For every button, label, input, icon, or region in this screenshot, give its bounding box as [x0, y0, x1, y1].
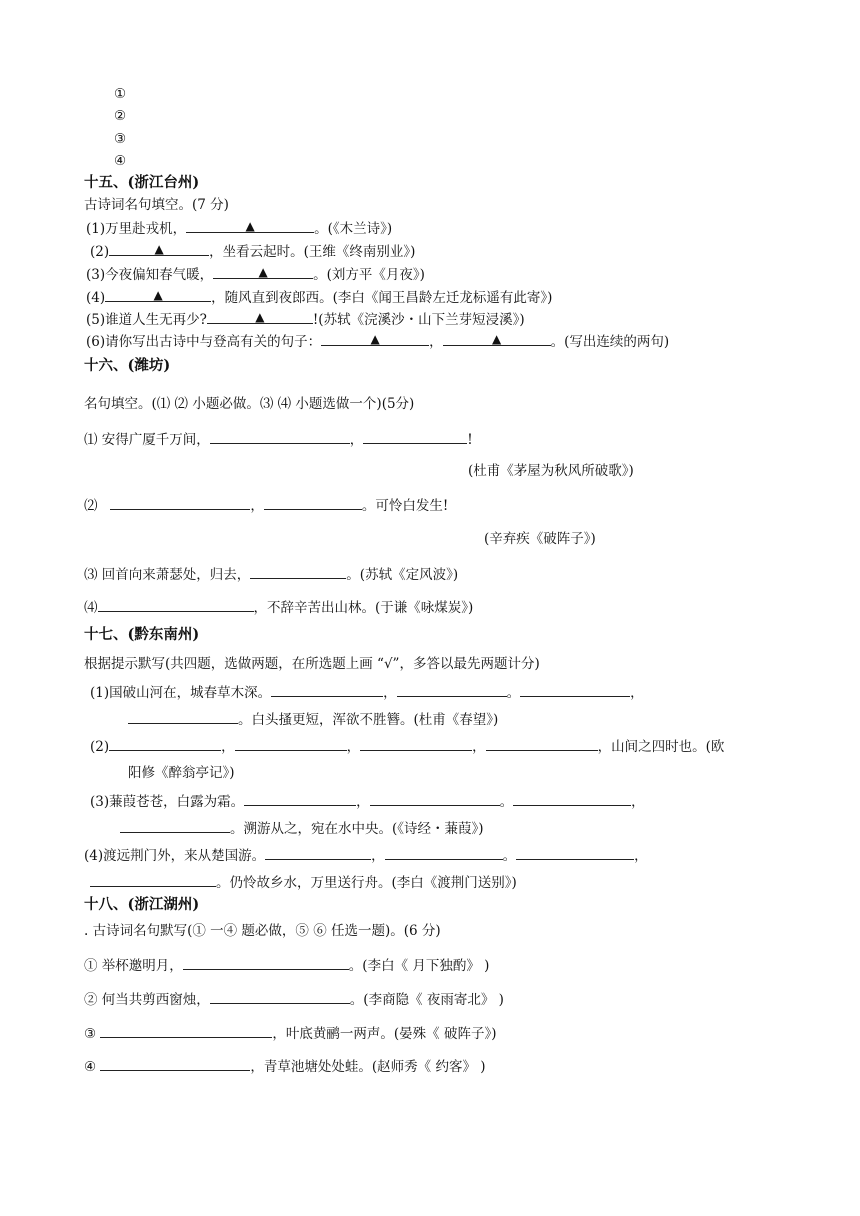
s15-q2: (2) ▲ ，坐看云起时。(王维《终南别业》) [90, 242, 416, 260]
answer-blank[interactable] [265, 846, 371, 860]
answer-blank[interactable] [264, 496, 362, 510]
section-15-title: 十五、(浙江台州) [84, 174, 200, 191]
answer-blank[interactable] [98, 598, 254, 612]
s15-q1: (1)万里赴戎机， ▲ 。(《木兰诗》) [86, 219, 393, 237]
s17-q1: (1)国破山河在，城春草木深。 ， 。 ， [90, 685, 644, 701]
answer-blank[interactable]: ▲ [105, 288, 211, 302]
answer-blank[interactable] [271, 683, 383, 697]
answer-blank[interactable] [235, 737, 347, 751]
s16-q2: ⑵ ， 。可怜白发生! [84, 498, 449, 514]
s17-q3: (3)蒹葭苍苍，白露为霜。 ， 。 ， [90, 794, 645, 810]
s15-q4: (4) ▲ ，随风直到夜郎西。(李白《闻王昌龄左迁龙标遥有此寄》) [86, 288, 553, 306]
answer-blank[interactable] [120, 819, 230, 833]
answer-blank[interactable] [109, 737, 221, 751]
s17-q3-cont: 。溯游从之，宛在水中央。(《诗经・蒹葭》) [120, 819, 484, 838]
answer-blank[interactable] [385, 846, 503, 860]
s16-q1-source: (杜甫《茅屋为秋风所破歌》) [468, 463, 634, 479]
answer-blank[interactable] [397, 683, 507, 697]
s18-q2: ② 何当共剪西窗烛， 。(李商隐《 夜雨寄北》 ) [84, 992, 504, 1008]
answer-blank[interactable] [210, 430, 350, 444]
section-15-intro: 古诗词名句填空。(7 分) [84, 197, 229, 213]
answer-blank[interactable] [363, 430, 467, 444]
answer-blank[interactable]: ▲ [207, 310, 313, 324]
answer-blank[interactable] [250, 565, 346, 579]
s16-q4: ⑷ ，不辞辛苦出山林。(于谦《咏煤炭》) [84, 600, 474, 616]
s18-q1: ① 举杯邀明月， 。(李白《 月下独酌》 ) [84, 958, 490, 974]
s16-q3: ⑶ 回首向来萧瑟处，归去， 。(苏轼《定风波》) [84, 567, 459, 583]
section-17-title: 十七、(黔东南州) [84, 626, 200, 643]
answer-blank[interactable]: ▲ [186, 219, 314, 233]
s18-q3: ③ ，叶底黄鹂一两声。(晏殊《 破阵子》) [84, 1026, 497, 1042]
s18-q4: ④ ，青草池塘处处蛙。(赵师秀《 约客》 ) [84, 1059, 486, 1075]
section-16-title: 十六、(潍坊) [84, 357, 171, 374]
section-18-intro: . 古诗词名句默写(① 一④ 题必做，⑤ ⑥ 任选一题)。(6 分) [84, 923, 441, 939]
answer-blank[interactable] [210, 990, 350, 1004]
s16-q1: ⑴ 安得广厦千万间， ， ! [84, 432, 473, 448]
circled-4: ④ [114, 153, 127, 169]
s17-q4-cont: 。仍怜故乡水，万里送行舟。(李白《渡荆门送别》) [90, 873, 517, 892]
s15-q5: (5)谁道人生无再少? ▲ !(苏轼《浣溪沙・山下兰芽短浸溪》) [86, 310, 525, 328]
answer-blank[interactable] [244, 792, 356, 806]
answer-blank[interactable] [516, 846, 634, 860]
answer-blank[interactable] [513, 792, 631, 806]
answer-blank[interactable] [100, 1057, 250, 1071]
answer-blank[interactable]: ▲ [443, 332, 551, 346]
circled-1: ① [114, 86, 127, 102]
answer-blank[interactable] [183, 956, 349, 970]
answer-blank[interactable]: ▲ [109, 242, 209, 256]
answer-blank[interactable] [360, 737, 472, 751]
answer-blank[interactable] [100, 1024, 272, 1038]
answer-blank[interactable] [110, 496, 250, 510]
s15-q6: (6)请你写出古诗中与登高有关的句子： ▲ ， ▲ 。(写出连续的两句) [86, 332, 670, 350]
s15-q3: (3)今夜偏知春气暖， ▲ 。(刘方平《月夜》) [86, 265, 425, 283]
answer-blank[interactable] [90, 873, 216, 887]
s16-q2-source: (辛弃疾《破阵子》) [484, 531, 596, 547]
answer-blank[interactable]: ▲ [321, 332, 429, 346]
section-16-intro: 名句填空。(⑴ ⑵ 小题必做。⑶ ⑷ 小题选做一个)(5分) [84, 396, 415, 412]
answer-blank[interactable] [486, 737, 598, 751]
s17-q2-cont: 阳修《醉翁亭记》) [128, 765, 235, 781]
s17-q1-cont: 。白头搔更短，浑欲不胜簪。(杜甫《春望》) [128, 710, 498, 729]
answer-blank[interactable] [520, 683, 630, 697]
answer-blank[interactable] [370, 792, 500, 806]
section-17-intro: 根据提示默写(共四题，选做两题，在所选题上画 “√”，多答以最先两题计分) [84, 656, 540, 672]
section-18-title: 十八、(浙江湖州) [84, 896, 200, 913]
s17-q2: (2) ， ， ， ，山间之四时也。(欧 [90, 739, 725, 755]
answer-blank[interactable]: ▲ [213, 265, 313, 279]
circled-3: ③ [114, 131, 127, 147]
circled-2: ② [114, 108, 127, 124]
s17-q4: (4)渡远荆门外，来从楚国游。 ， 。 ， [84, 848, 648, 864]
answer-blank[interactable] [128, 710, 238, 724]
